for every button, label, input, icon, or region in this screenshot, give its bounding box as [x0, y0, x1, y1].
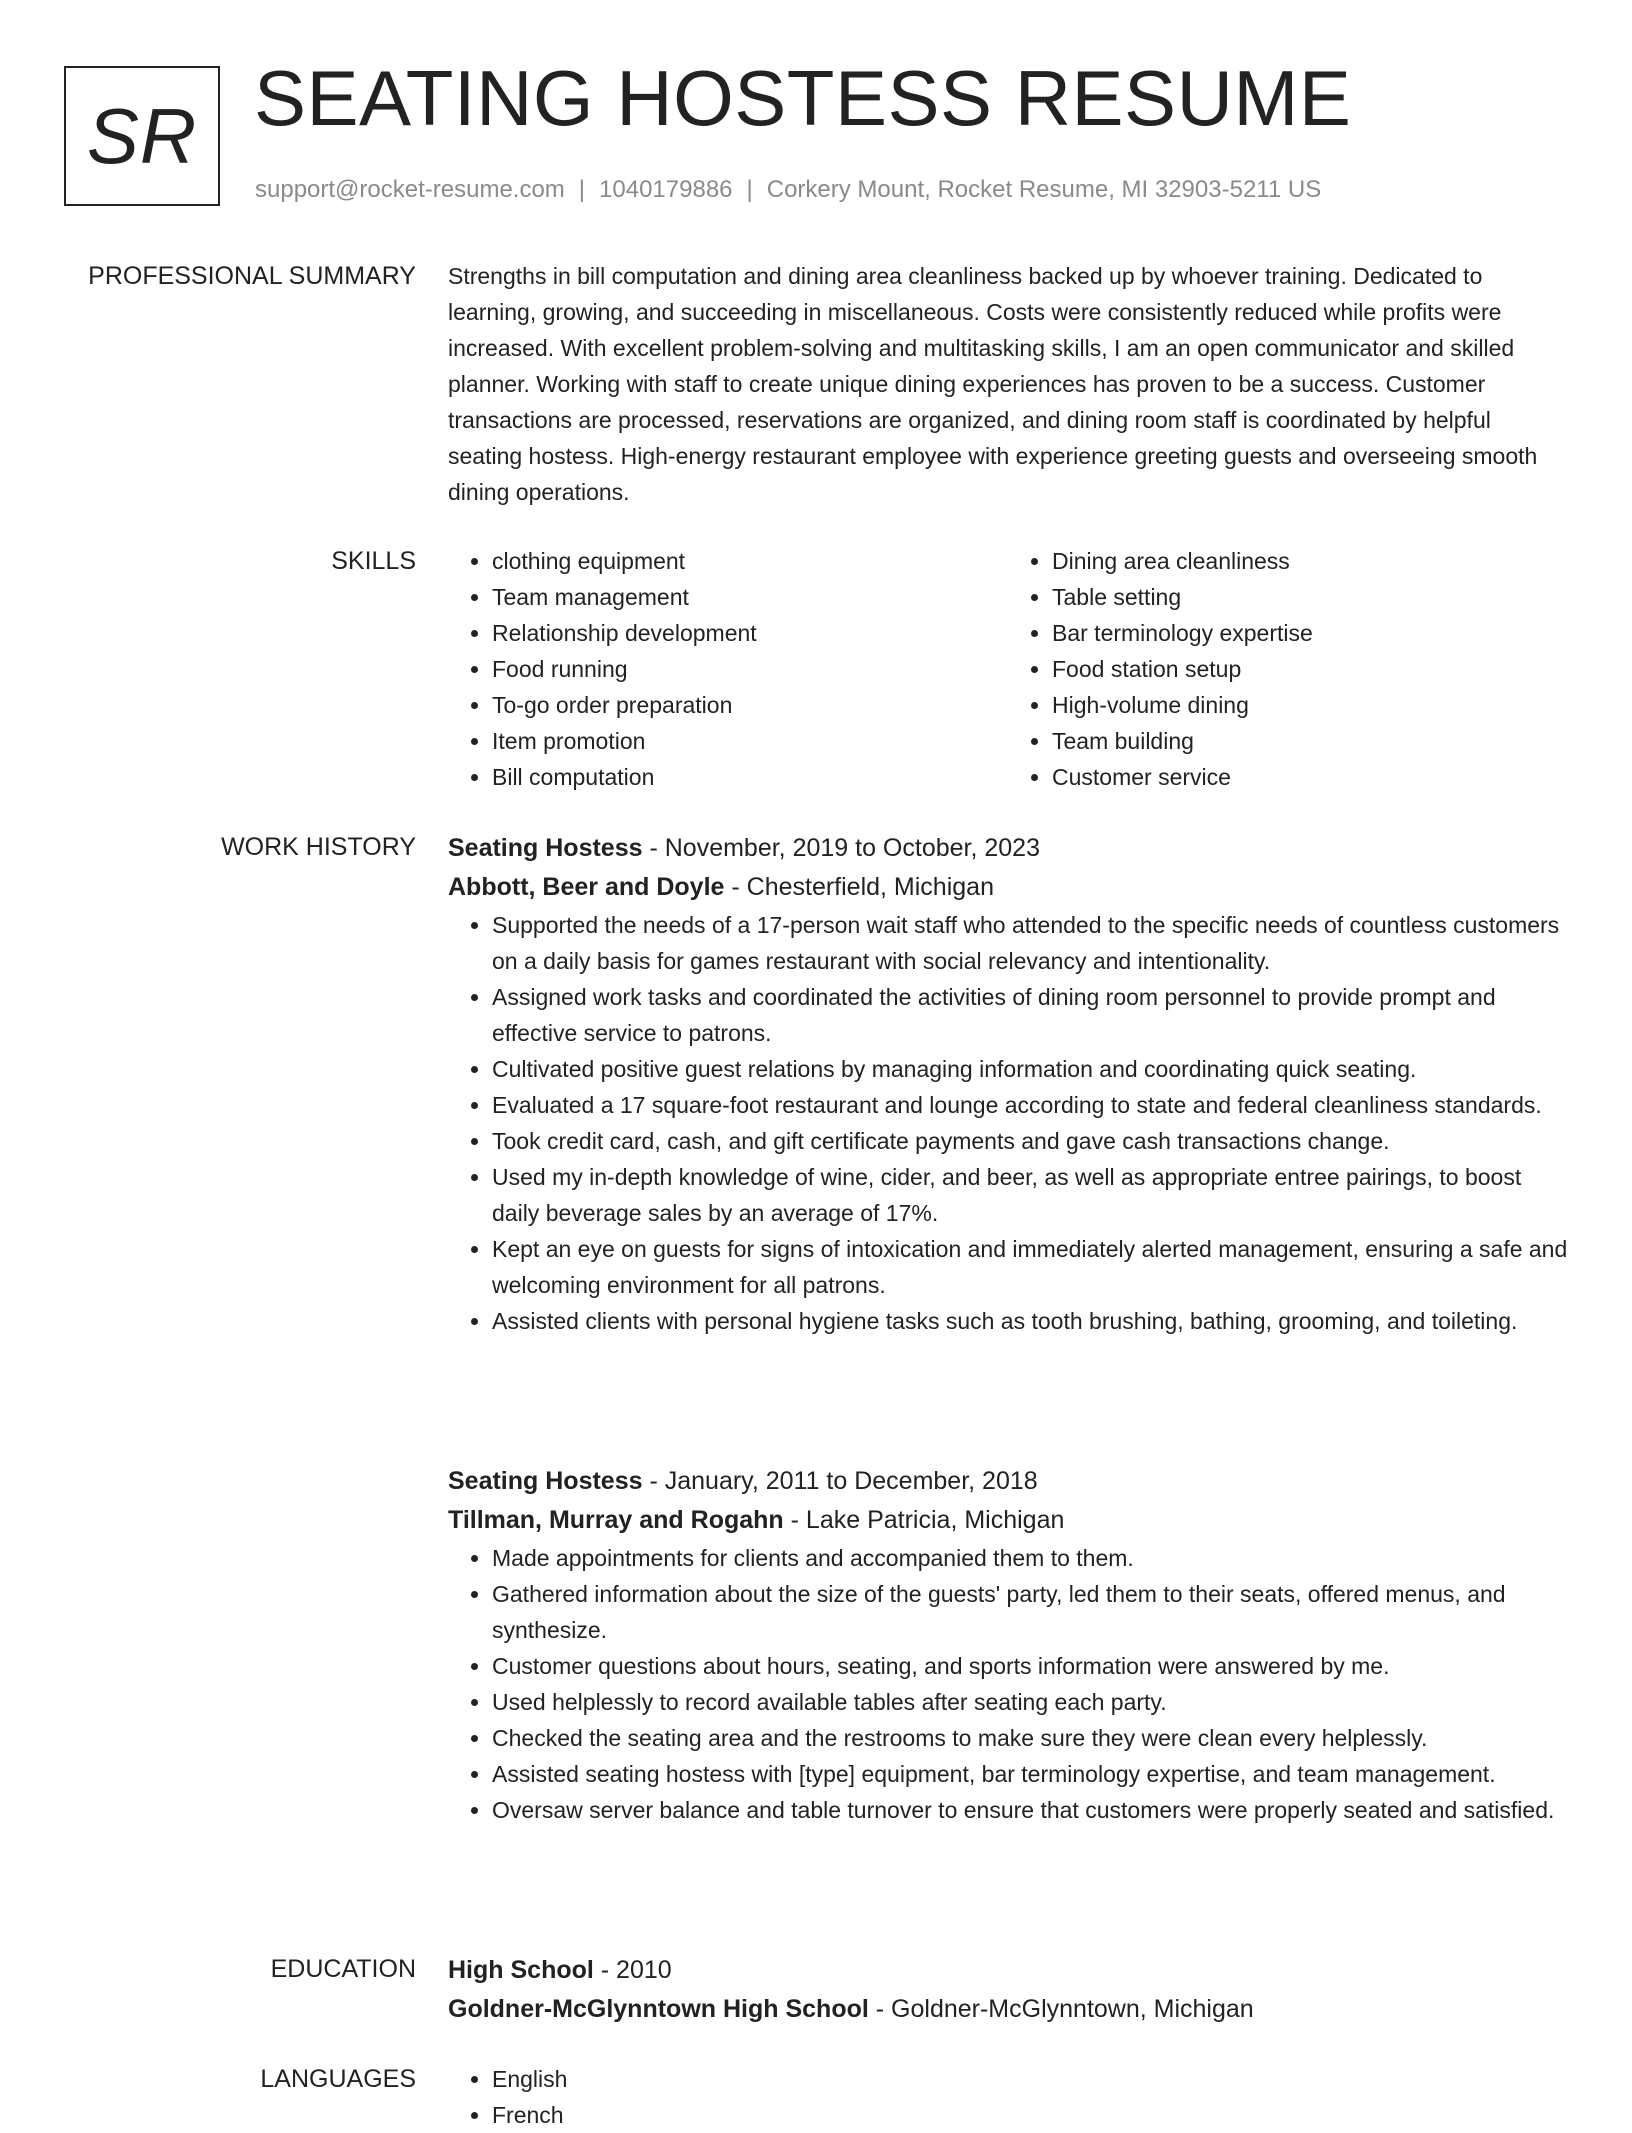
section-heading: PROFESSIONAL SUMMARY [88, 262, 416, 290]
skills-list-right [1008, 543, 1568, 795]
education-year: - 2010 [593, 1956, 672, 1984]
job-bullet: • Evaluated a 17 square-foot restaurant and lounge according to state and federal cleanliness standards. [492, 1087, 1568, 1123]
job-title-line [448, 829, 1568, 868]
job-bullet: • Assisted seating hostess with [type] equipment, bar terminology expertise, and team management. [492, 1756, 1568, 1792]
contact-email[interactable]: support@rocket-resume.com [255, 176, 565, 203]
skill-item: • Food station setup [1052, 651, 1568, 687]
job-entry [448, 1462, 1568, 1828]
section-heading: LANGUAGES [260, 2065, 416, 2093]
skills-list-left [448, 543, 1008, 795]
job-title: Seating Hostess [448, 834, 643, 862]
skill-item: • Dining area cleanliness [1052, 543, 1568, 579]
languages-list [448, 2061, 1568, 2133]
job-bullet: • Oversaw server balance and table turnover to ensure that customers were properly seated and satisfied. [492, 1792, 1568, 1828]
skill-item: • Team building [1052, 723, 1568, 759]
education-location: - Goldner-McGlynntown, Michigan [868, 1995, 1254, 2023]
section-heading: WORK HISTORY [221, 833, 416, 861]
job-company: Tillman, Murray and Rogahn [448, 1506, 784, 1534]
skill-item: • High-volume dining [1052, 687, 1568, 723]
section-heading: SKILLS [331, 547, 416, 575]
skill-item: • Team management [492, 579, 1008, 615]
job-title-line [448, 1462, 1568, 1501]
job-bullet: • Kept an eye on guests for signs of intoxication and immediately alerted management, ensuring a safe and welcoming environment for all patrons. [492, 1231, 1568, 1303]
job-bullet: • Used helplessly to record available tables after seating each party. [492, 1684, 1568, 1720]
skills-grid [448, 543, 1568, 795]
job-bullet: • Checked the seating area and the restrooms to make sure they were clean every helplessly. [492, 1720, 1568, 1756]
section-heading: EDUCATION [270, 1955, 416, 1983]
contact-separator: | [578, 176, 586, 203]
contact-address: Corkery Mount, Rocket Resume, MI 32903-5211 US [766, 176, 1322, 203]
job-location: - Chesterfield, Michigan [724, 873, 994, 901]
job-bullet-list [448, 1540, 1568, 1828]
job-title: Seating Hostess [448, 1467, 643, 1495]
contact-separator: | [746, 176, 753, 203]
job-bullet: • Supported the needs of a 17-person wait staff who attended to the specific needs of countless customers on a daily basis for games restaurant with social relevancy and intentionality. [492, 907, 1568, 979]
skill-item: • Food running [492, 651, 1008, 687]
summary-text: Strengths in bill computation and dining area cleanliness backed up by whoever training. Dedicated to learning, growing, and succeeding in miscellaneous. Costs were consistently reduced while profits were increased. With excellent problem-solving and multitasking skills, I am an open communicator and skilled planner. Working with staff to create unique dining experiences has proven to be a success. Customer transactions are processed, reservations are organized, and dining room staff is coordinated by helpful seating hostess. High-energy restaurant employee with experience greeting guests and overseeing smooth dining operations. [448, 263, 1538, 505]
job-company-line [448, 1501, 1568, 1540]
resume-title: SEATING HOSTESS RESUME [254, 54, 1352, 142]
job-dates: - November, 2019 to October, 2023 [642, 834, 1040, 862]
skill-item: • clothing equipment [492, 543, 1008, 579]
education-degree: High School [448, 1956, 594, 1984]
language-item: • English [492, 2061, 1568, 2097]
skill-item: • Table setting [1052, 579, 1568, 615]
job-company: Abbott, Beer and Doyle [448, 873, 725, 901]
education-degree-line [448, 1951, 1568, 1990]
skill-item: • Relationship development [492, 615, 1008, 651]
job-bullet: • Took credit card, cash, and gift certificate payments and gave cash transactions change. [492, 1123, 1568, 1159]
job-bullet: • Assigned work tasks and coordinated the activities of dining room personnel to provide prompt and effective service to patrons. [492, 979, 1568, 1051]
job-bullet: • Assisted clients with personal hygiene tasks such as tooth brushing, bathing, grooming, and toileting. [492, 1303, 1568, 1339]
job-company-line [448, 868, 1568, 907]
education-school: Goldner-McGlynntown High School [448, 1995, 869, 2023]
language-item: • French [492, 2097, 1568, 2133]
job-location: - Lake Patricia, Michigan [783, 1506, 1065, 1534]
skill-item: • To-go order preparation [492, 687, 1008, 723]
education-school-line [448, 1990, 1568, 2029]
skill-item: • Customer service [1052, 759, 1568, 795]
job-entry [448, 829, 1568, 1339]
job-bullet: • Used my in-depth knowledge of wine, cider, and beer, as well as appropriate entree pairings, to boost daily beverage sales by an average of 17%. [492, 1159, 1568, 1231]
job-bullet: • Cultivated positive guest relations by managing information and coordinating quick seating. [492, 1051, 1568, 1087]
job-bullet: • Made appointments for clients and accompanied them to them. [492, 1540, 1568, 1576]
job-bullet: • Customer questions about hours, seating, and sports information were answered by me. [492, 1648, 1568, 1684]
monogram-logo: SR [64, 66, 220, 206]
contact-phone[interactable]: 1040179886 [599, 176, 733, 203]
job-bullet: • Gathered information about the size of the guests' party, led them to their seats, offered menus, and synthesize. [492, 1576, 1568, 1648]
contact-line [255, 176, 1321, 204]
job-dates: - January, 2011 to December, 2018 [642, 1467, 1038, 1495]
skill-item: • Item promotion [492, 723, 1008, 759]
skill-item: • Bar terminology expertise [1052, 615, 1568, 651]
skill-item: • Bill computation [492, 759, 1008, 795]
job-bullet-list [448, 907, 1568, 1339]
